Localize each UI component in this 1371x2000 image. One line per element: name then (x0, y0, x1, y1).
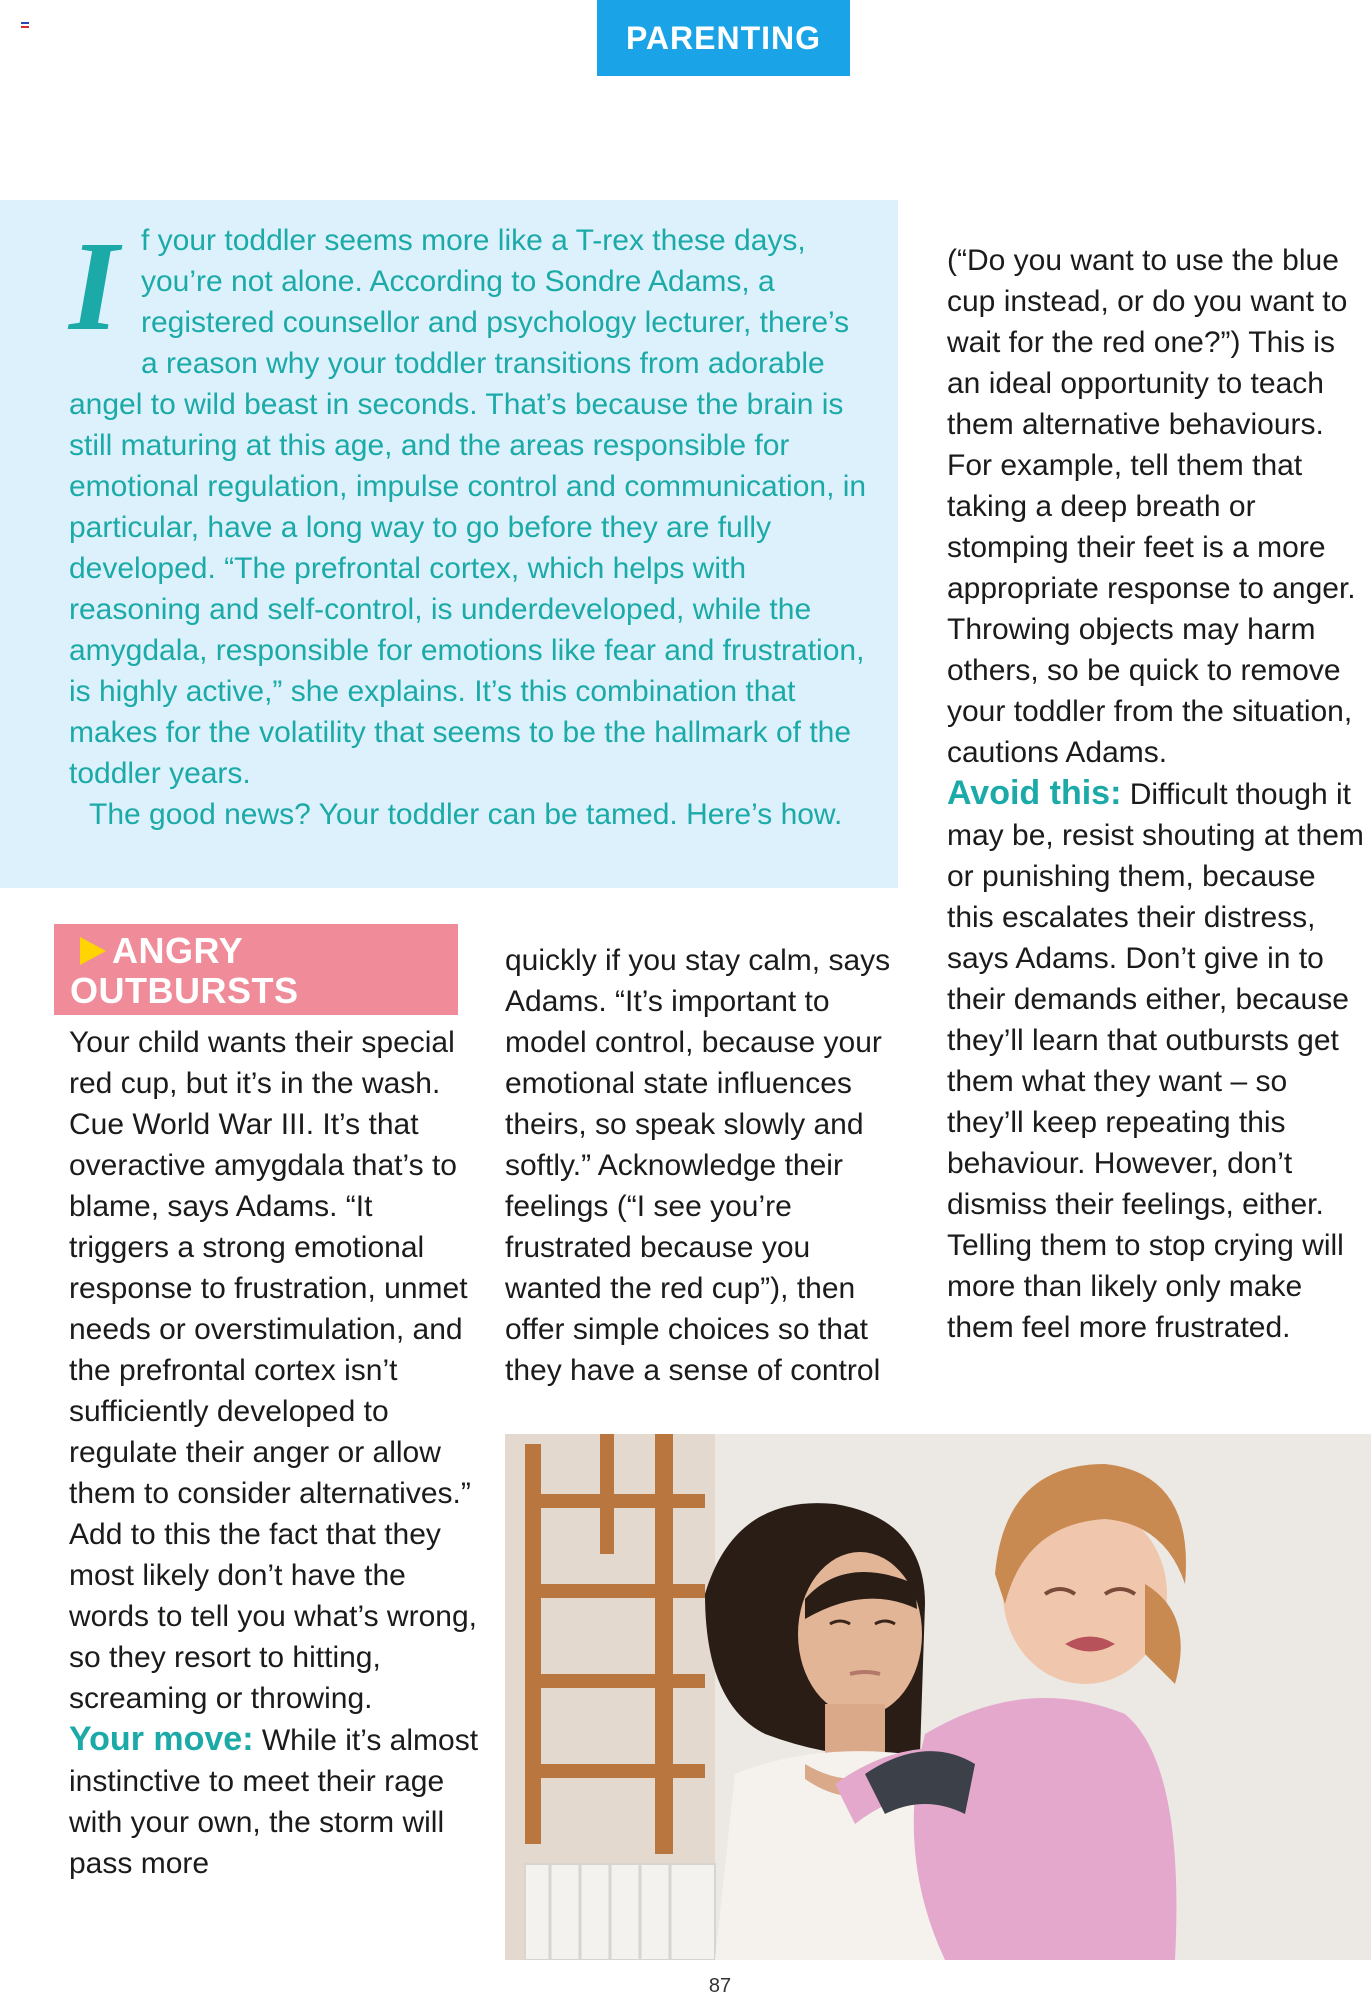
body-paragraph: Your child wants their special red cup, but it’s in the wash. Cue World War III. It’s that overactive amygdala that’s to blame, says Adams. “It triggers a strong emotional response to frustration, unmet needs or overstimulation, and the prefrontal cortex isn’t sufficiently developed to regulate their anger or allow them to consider alternatives.” Add to this the fact that they most likely don’t have the words to tell you what’s wrong, so they resort to hitting, screaming or throwing. (69, 1026, 477, 1715)
photo-illustration (505, 1434, 1371, 1960)
avoid-this-paragraph (947, 773, 1367, 1348)
intro-text (69, 215, 869, 835)
mother-child-photo (505, 1434, 1371, 1960)
section-heading-line-1: ANGRY (112, 930, 244, 971)
lead-in-text: While it’s almost instinctive to meet their rage with your own, the storm will pass more (69, 1724, 479, 1880)
intro-paragraph: f your toddler seems more like a T-rex these days, you’re not alone. According to Sondre Adams, a registered counsellor and psychology lecturer, there’s a reason why your toddler transitions from adorable angel to wild beast in seconds. That’s because the brain is still maturing at this age, and the areas responsible for emotional regulation, impulse control and communication, in particular, have a long way to go before they are fully developed. “The prefrontal cortex, which helps with reasoning and self-control, is underdeveloped, while the amygdala, responsible for emotions like fear and frustration, is highly active,” she explains. It’s this combination that makes for the volatility that seems to be the hallmark of the toddler years. (69, 224, 867, 790)
section-heading-line-2: OUTBURSTS (70, 970, 299, 1011)
section-heading (54, 924, 458, 1015)
intro-paragraph-good-news: The good news? Your toddler can be tamed. Here’s how. (89, 798, 843, 831)
body-column-3 (947, 240, 1367, 1348)
intro-panel (0, 200, 898, 888)
lead-in-your-move: Your move: (69, 1720, 254, 1758)
play-arrow-icon (80, 937, 106, 965)
drop-cap: I (69, 215, 119, 357)
body-paragraph: (“Do you want to use the blue cup instead, or do you want to wait for the red one?”) This is an ideal opportunity to teach them alternative behaviours. For example, tell them that taking a deep breath or stomping their feet is a more appropriate response to anger. Throwing objects may harm others, so be quick to remove your toddler from the situation, cautions Adams. (947, 244, 1356, 769)
your-move-paragraph (69, 1719, 479, 1884)
lead-in-avoid-this: Avoid this: (947, 774, 1122, 812)
body-column-2 (505, 940, 905, 1391)
page-number: 87 (708, 1975, 732, 1997)
section-tab: PARENTING (597, 0, 850, 76)
body-paragraph: quickly if you stay calm, says Adams. “It’s important to model control, because your emotional state influences theirs, so speak slowly and softly.” Acknowledge their feelings (“I see you’re frustrated because you wanted the red cup”), then offer simple choices so that they have a sense of control (505, 944, 891, 1387)
body-column-1 (69, 1022, 479, 1884)
flag-icon (21, 22, 29, 28)
lead-in-text: Difficult though it may be, resist shouting at them or punishing them, because this escalates their distress, says Adams. Don’t give in to their demands either, because they’ll learn that outbursts get them what they want – so they’ll keep repeating this behaviour. However, don’t dismiss their feelings, either. Telling them to stop crying will more than likely only make them feel more frustrated. (947, 778, 1364, 1344)
